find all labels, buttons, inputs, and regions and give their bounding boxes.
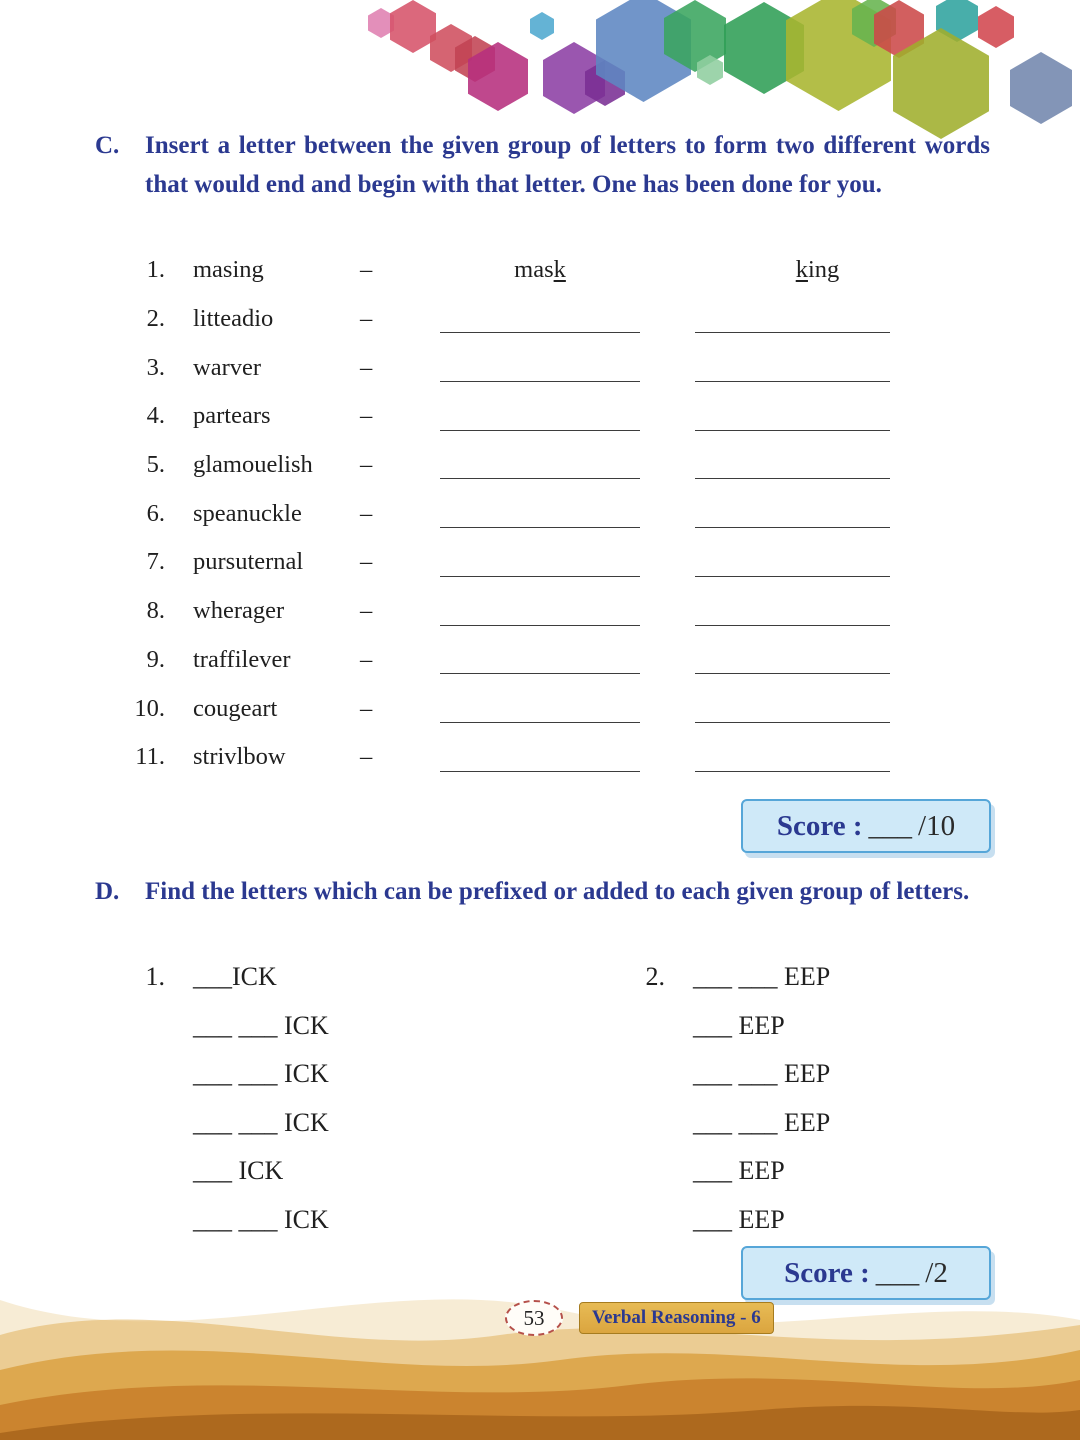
d-item-row (595, 953, 985, 1002)
puzzle-word: wherager (193, 597, 285, 625)
d-item-row (595, 1002, 985, 1051)
answer-blank (440, 624, 640, 626)
c-item-row (95, 489, 975, 538)
letter-group: ___ ___ EEP (693, 1059, 831, 1089)
answer-blank (440, 429, 640, 431)
answer-blank (695, 477, 890, 479)
letter-group: ___ ___ ICK (193, 1010, 329, 1040)
d-group-2 (595, 953, 985, 1245)
item-number: 2. (645, 962, 665, 991)
c-item-row (95, 733, 975, 782)
item-number: 2. (146, 305, 165, 333)
book-title: Verbal Reasoning - 6 (579, 1302, 774, 1334)
puzzle-word: masing (193, 256, 264, 284)
dash: – (360, 353, 373, 381)
answer-blank (440, 477, 640, 479)
answer-blank (440, 721, 640, 723)
example-answer-2 (690, 256, 945, 284)
page-footer (505, 1300, 774, 1336)
dash: – (360, 548, 373, 576)
section-d-heading (95, 872, 990, 911)
answer-blank (440, 331, 640, 333)
answer-blank (695, 526, 890, 528)
hexagon-decoration (978, 6, 1014, 48)
item-number: 8. (146, 597, 165, 625)
hexagon-decoration (390, 0, 436, 53)
letter-group: ___ ___ ICK (193, 1107, 329, 1137)
d-item-row (95, 1147, 595, 1196)
letter-group: ___ICK (193, 962, 277, 991)
section-d-label: D. (95, 878, 120, 905)
answer-blank (440, 672, 640, 674)
hexagon-decoration (1010, 52, 1072, 124)
item-number: 4. (146, 402, 165, 430)
letter-group: ___ ___ ICK (193, 1059, 329, 1089)
example-answer-1 (390, 256, 690, 284)
c-item-row (95, 295, 975, 344)
puzzle-word: partears (193, 402, 271, 430)
section-c-list (95, 246, 975, 782)
d-item-row (595, 1147, 985, 1196)
hexagon-decoration (530, 12, 554, 40)
dash: – (360, 451, 373, 479)
puzzle-word: cougeart (193, 694, 278, 722)
item-number: 1. (146, 256, 165, 284)
score-box-d (741, 1246, 991, 1300)
score-blank: ___ (868, 809, 913, 842)
d-item-row (595, 1050, 985, 1099)
c-item-row (95, 636, 975, 685)
score-box-c (741, 799, 991, 853)
puzzle-word: traffilever (193, 645, 291, 673)
letter-group: ___ ___ EEP (693, 962, 831, 991)
answer-blank (695, 672, 890, 674)
c-item-row (95, 684, 975, 733)
dash: – (360, 499, 373, 527)
c-item-row (95, 392, 975, 441)
c-item-row (95, 587, 975, 636)
puzzle-word: pursuternal (193, 548, 304, 576)
score-total: /2 (925, 1256, 948, 1289)
answer-blank (440, 380, 640, 382)
answer1-inserted-letter: k (553, 256, 566, 284)
c-item-row (95, 441, 975, 490)
section-d-list (95, 953, 985, 1245)
dash: – (360, 645, 373, 673)
letter-group: ___ ___ ICK (193, 1204, 329, 1234)
dash: – (360, 597, 373, 625)
letter-group: ___ ICK (193, 1156, 284, 1186)
c-item-row (95, 343, 975, 392)
d-item-row (95, 1196, 595, 1245)
letter-group: ___ EEP (693, 1204, 785, 1234)
answer-blank (695, 721, 890, 723)
answer-blank (695, 624, 890, 626)
puzzle-word: litteadio (193, 305, 274, 333)
dash: – (360, 743, 373, 771)
item-number: 10. (134, 694, 165, 722)
letter-group: ___ EEP (693, 1156, 785, 1186)
page-number-text: 53 (523, 1305, 545, 1330)
answer2-inserted-letter: k (795, 256, 808, 284)
answer-blank (440, 770, 640, 772)
puzzle-word: warver (193, 353, 262, 381)
item-number: 7. (146, 548, 165, 576)
item-number: 5. (146, 451, 165, 479)
answer-blank (695, 770, 890, 772)
section-d-instruction: Find the letters which can be prefixed or added to each given group of letters. (145, 878, 970, 905)
c-item-row (95, 538, 975, 587)
dash: – (360, 305, 373, 333)
item-number: 1. (145, 962, 165, 991)
answer-blank (695, 429, 890, 431)
hexagon-cluster (0, 0, 1080, 130)
item-number: 9. (146, 645, 165, 673)
dash: – (360, 402, 373, 430)
item-number: 6. (146, 499, 165, 527)
d-item-row (595, 1196, 985, 1245)
puzzle-word: strivlbow (193, 743, 286, 771)
dash: – (360, 694, 373, 722)
score-blank: ___ (875, 1256, 920, 1289)
d-item-row (95, 1050, 595, 1099)
item-number: 11. (135, 743, 165, 771)
letter-group: ___ EEP (693, 1010, 785, 1040)
page-number (505, 1300, 563, 1336)
d-group-1 (95, 953, 595, 1245)
answer-blank (440, 526, 640, 528)
d-item-row (95, 1099, 595, 1148)
answer1-prefix: mas (514, 256, 554, 284)
puzzle-word: glamouelish (193, 451, 313, 479)
letter-group: ___ ___ EEP (693, 1107, 831, 1137)
section-c-instruction: Insert a letter between the given group of letters to form two different words that would end and begin with that letter. One has been done for you. (145, 132, 990, 198)
answer2-rest: ing (807, 256, 840, 284)
answer-blank (695, 380, 890, 382)
d-item-row (595, 1099, 985, 1148)
score-label: Score : (784, 1256, 870, 1289)
section-c-label: C. (95, 132, 120, 159)
puzzle-word: speanuckle (193, 499, 302, 527)
d-item-row (95, 953, 595, 1002)
score-label: Score : (776, 809, 863, 842)
answer-blank (695, 575, 890, 577)
answer-blank (695, 331, 890, 333)
d-item-row (95, 1002, 595, 1051)
c-item-row (95, 246, 975, 295)
answer-blank (440, 575, 640, 577)
section-c-heading (95, 126, 990, 204)
dash: – (360, 256, 373, 284)
score-total: /10 (918, 809, 956, 842)
item-number: 3. (146, 353, 165, 381)
